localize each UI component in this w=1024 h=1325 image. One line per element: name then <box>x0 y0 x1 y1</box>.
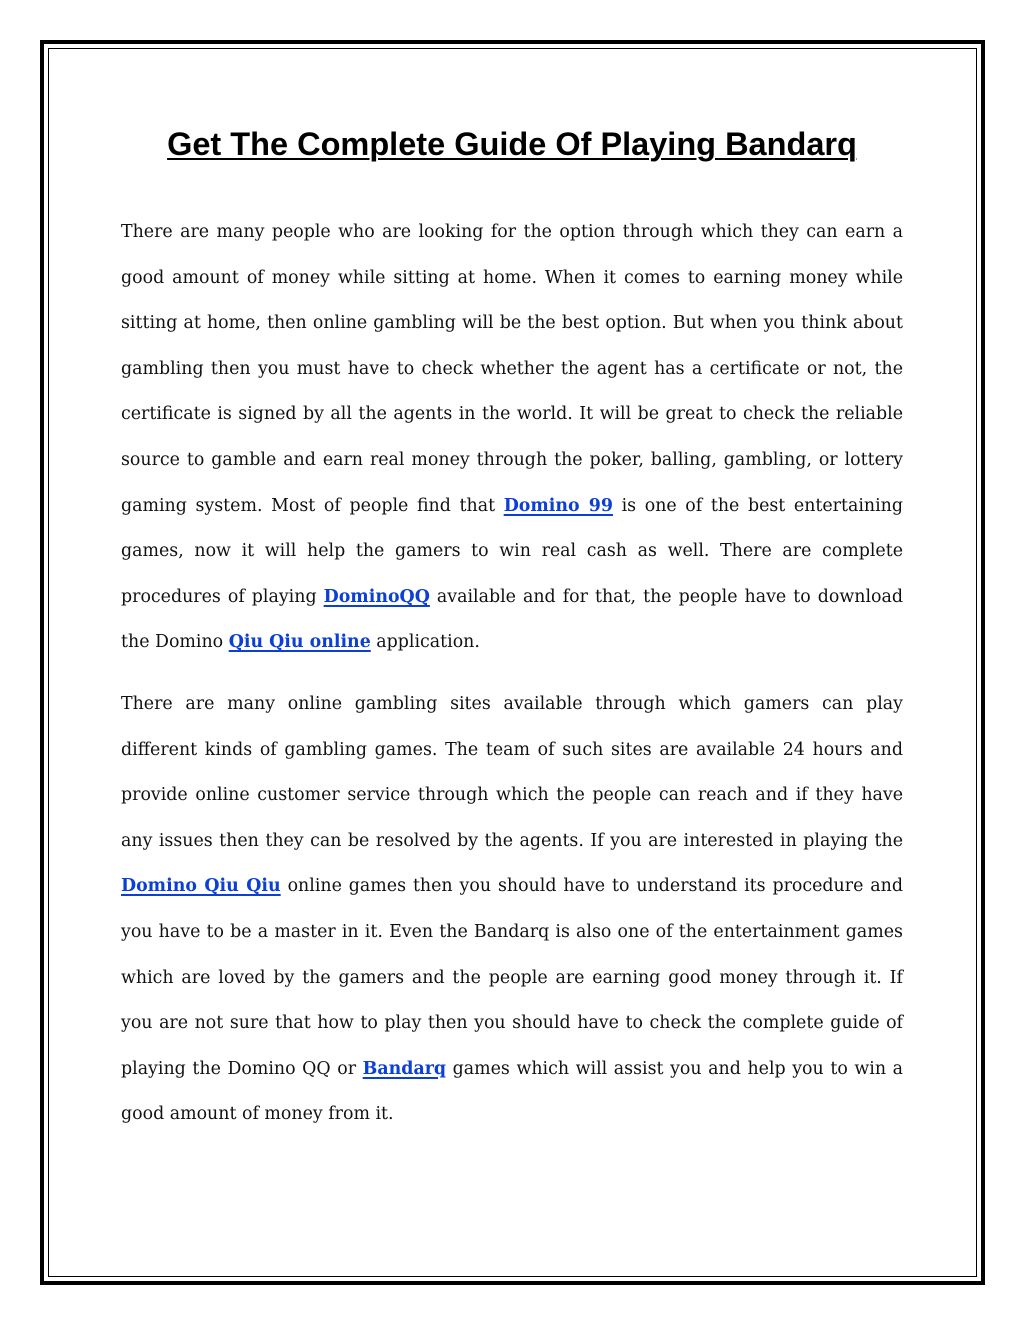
paragraph-2 <box>121 682 903 1138</box>
paragraph-1 <box>121 210 903 666</box>
link-qiu-qiu-online[interactable]: Qiu Qiu online <box>228 632 371 653</box>
paragraph-2-text-2: online games then you should have to understand its procedure and you have to be a master in it. Even the Bandarq is also one of the entertainment games which are loved by the gamers and the people are earning good money through it. If you are not sure that how to play then you should have to check the complete guide of playing the Domino QQ or <box>121 876 903 1079</box>
paragraph-1-text-2: is one of the best entertaining games, now it will help the gamers to win real cash as well. There are complete procedures of playing <box>121 495 904 607</box>
paragraph-1-text-1: There are many people who are looking for the option through which they can earn a good amount of money while sitting at home. When it comes to earning money while sitting at home, then online gambling will be the best option. But when you think about gambling then you must have to check whether the agent has a certificate or not, the certificate is signed by all the agents in the world. It will be great to check the reliable source to gamble and earn real money through the poker, balling, gambling, or lottery gaming system. Most of people find that <box>121 222 903 516</box>
link-domino-99[interactable]: Domino 99 <box>503 495 613 516</box>
link-dominoqq[interactable]: DominoQQ <box>323 586 430 607</box>
link-bandarq[interactable]: Bandarq <box>362 1058 447 1079</box>
paragraph-2-text-1: There are many online gambling sites available through which gamers can play different kinds of gambling games. The team of such sites are available 24 hours and provide online customer service through which the people can reach and if they have any issues then they can be resolved by the agents. If you are interested in playing the <box>121 693 903 851</box>
document-body <box>121 118 903 1138</box>
paragraph-2-text-3: games which will assist you and help you to win a good amount of money from it. <box>121 1058 903 1125</box>
document-title: Get The Complete Guide Of Playing Bandarq <box>167 126 857 162</box>
paragraph-1-text-4: application. <box>370 632 480 653</box>
link-domino-qiu-qiu[interactable]: Domino Qiu Qiu <box>121 876 281 897</box>
paragraph-1-text-3: available and for that, the people have to download the Domino <box>121 586 903 653</box>
